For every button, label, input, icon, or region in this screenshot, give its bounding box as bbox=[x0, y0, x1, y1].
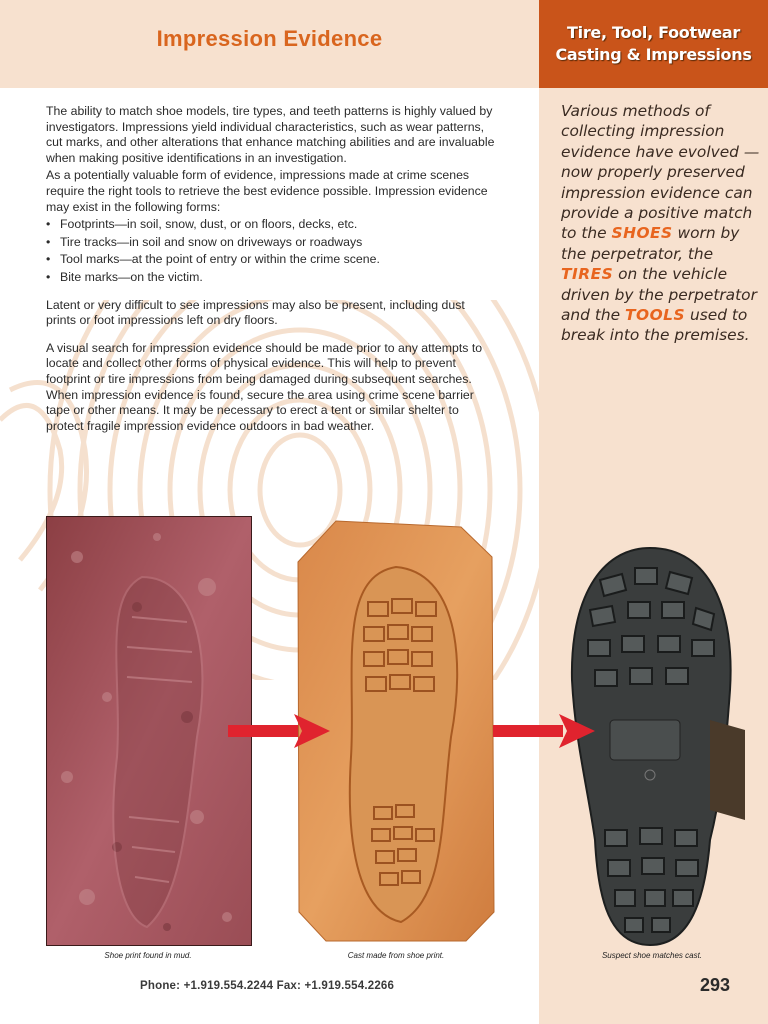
paragraph-latent: Latent or very difficult to see impressions may also be present, including dust prints or foot impressions left on dry floors. bbox=[46, 297, 465, 328]
pull-quote-text: Various methods of collecting impression evidence have evolved —now properly preserved impression evidence can provide a positive match to the bbox=[561, 102, 760, 243]
paragraph-intro: The ability to match shoe models, tire types, and teeth patterns is highly valued by investigators. Impressions yield individual characteristics, such as wear patterns, cut marks, and other alterations that enhance matching abilities and are invaluable when making positive identifications in an investigation. bbox=[46, 104, 495, 165]
page-number: 293 bbox=[700, 975, 731, 995]
paragraph-visual-search: A visual search for impression evidence should be made prior to any attempts to locate and collect other forms of physical evidence. This will help to prevent footprint or tire impressions from being damaged during subsequent searches. When impression evidence is found, secure the area using crime scene barrier tape or other means. It may be necessary to erect a tent or similar shelter to protect fragile impression evidence outdoors in bad weather. bbox=[46, 340, 483, 433]
list-item: • Bite marks—on the victim. bbox=[46, 270, 498, 286]
mud-footprint-photo bbox=[46, 516, 252, 946]
pull-quote-text: worn by the perpetrator, the bbox=[561, 224, 740, 263]
impression-forms-list bbox=[46, 217, 498, 285]
right-arrow-icon bbox=[493, 712, 597, 750]
highlight-shoes: SHOES bbox=[611, 224, 673, 243]
list-item: • Tire tracks—in soil and snow on driveways or roadways bbox=[46, 235, 498, 251]
section-tab bbox=[539, 0, 768, 88]
caption-cast: Cast made from shoe print. bbox=[347, 951, 445, 960]
caption-mud: Shoe print found in mud. bbox=[104, 951, 192, 960]
list-item: • Tool marks—at the point of entry or within the crime scene. bbox=[46, 252, 498, 268]
highlight-tires: TIRES bbox=[561, 265, 614, 284]
section-tab-line1: Tire, Tool, Footwear bbox=[567, 23, 740, 42]
caption-shoe: Suspect shoe matches cast. bbox=[601, 951, 703, 960]
page-title: Impression Evidence bbox=[156, 26, 383, 51]
paragraph-forms: As a potentially valuable form of evidence, impressions made at crime scenes require the right tools to retrieve the best evidence possible. Impression evidence may exist in the following forms: bbox=[46, 168, 488, 214]
highlight-tools: TOOLS bbox=[625, 306, 686, 325]
body-text bbox=[46, 104, 498, 436]
section-tab-line2: Casting & Impressions bbox=[555, 45, 752, 64]
pull-quote-text: used to break into the premises. bbox=[561, 306, 750, 345]
right-arrow-icon bbox=[228, 712, 332, 750]
list-item: • Footprints—in soil, snow, dust, or on floors, decks, etc. bbox=[46, 217, 498, 233]
footer-contact: Phone: +1.919.554.2244 Fax: +1.919.554.2266 bbox=[140, 980, 395, 992]
pull-quote bbox=[561, 101, 761, 346]
pull-quote-text: on the vehicle driven by the perpetrator and the bbox=[561, 265, 757, 325]
